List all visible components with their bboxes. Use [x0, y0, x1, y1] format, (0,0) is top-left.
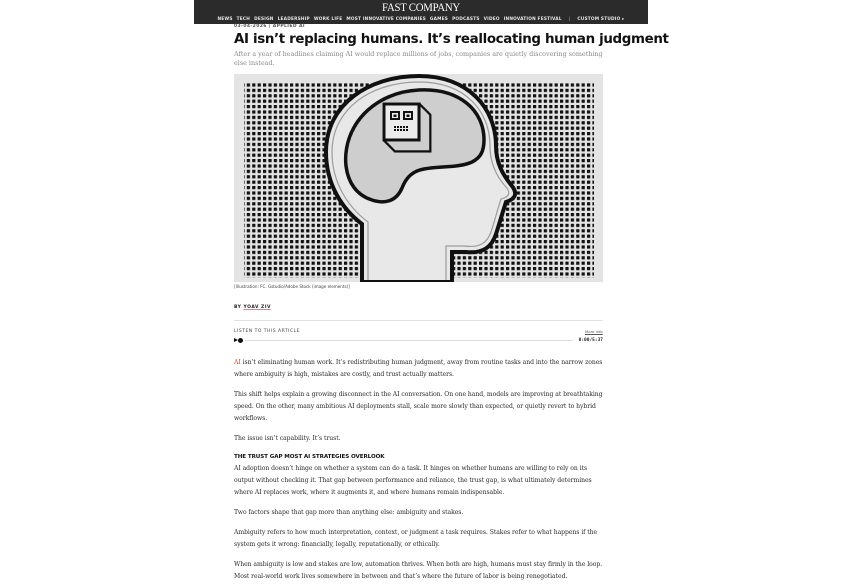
nav-item-news[interactable]: NEWS: [217, 16, 233, 22]
byline: [234, 305, 271, 310]
section-heading: THE TRUST GAP MOST AI STRATEGIES OVERLOOK: [234, 454, 385, 460]
main-nav: [194, 15, 648, 23]
fast-company-logo[interactable]: FAST COMPANY: [382, 0, 460, 14]
nav-item-innovation-festival[interactable]: INNOVATION FESTIVAL: [503, 16, 562, 22]
nav-item-podcasts[interactable]: PODCASTS: [452, 16, 480, 22]
robot-icon: [384, 104, 430, 151]
paragraph: The issue isn’t capability. It’s trust.: [234, 435, 341, 442]
paragraph: This shift helps explain a growing disconnect in the AI conversation. On one hand, models are improving at breathtaking speed. On the other, many ambitious AI deployments stall, scale more slowly than expected, or quietly revert to hybrid workflows.: [234, 391, 603, 422]
article-kicker[interactable]: 03-04-2026 | APPLIED AI: [234, 24, 305, 29]
article-body: [234, 357, 606, 584]
paragraph: Two factors shape that gap more than anything else: ambiguity and stakes.: [234, 509, 464, 516]
article-headline: AI isn’t replacing humans. It’s reallocating human judgment: [234, 32, 669, 47]
ai-topic-link[interactable]: AI: [234, 359, 241, 366]
site-header: [194, 0, 648, 24]
audio-seek-knob[interactable]: [238, 338, 243, 343]
article-dek: After a year of headlines claiming AI would replace millions of jobs, companies are quietly discovering something else instead.: [234, 50, 603, 67]
nav-item-video[interactable]: VIDEO: [483, 16, 500, 22]
byline-prefix: BY: [234, 305, 242, 310]
image-caption: [Illustration: FC. Gstudio/Adobe Stock (image elements)]: [234, 284, 350, 289]
nav-separator: |: [568, 16, 571, 22]
paragraph: AI adoption doesn’t hinge on whether a system can do a task. It hinges on whether humans are willing to rely on its output without checking it. That gap between performance and reliance, the trust gap, is what ultimately determines where AI replaces work, where it augments it, and where humans remain indispensable.: [234, 465, 592, 496]
nav-item-tech[interactable]: TECH: [236, 16, 251, 22]
paragraph: When ambiguity is low and stakes are low, automation thrives. When both are high, humans must stay firmly in the loop. Most real-world work lives somewhere in between and that’s where the future of labor is being renegotiated.: [234, 561, 603, 580]
paragraph: Ambiguity refers to how much interpretation, context, or judgment a task requires. Stakes refer to what happens if the system gets it wrong: financially, legally, reputationally, or ethically.: [234, 529, 598, 548]
audio-time: 0:00/5:37: [578, 337, 603, 343]
author-link[interactable]: YOAV ZIV: [243, 305, 271, 310]
nav-item-leadership[interactable]: LEADERSHIP: [277, 16, 310, 22]
nav-item-design[interactable]: DESIGN: [254, 16, 274, 22]
audio-player: [234, 336, 603, 344]
nav-item-games[interactable]: GAMES: [429, 16, 449, 22]
nav-item-work-life[interactable]: WORK LIFE: [313, 16, 343, 22]
hero-illustration: [234, 74, 603, 282]
audio-progress-track[interactable]: [245, 340, 573, 341]
audio-more-info-link[interactable]: More info: [585, 329, 603, 334]
nav-item-custom-studio[interactable]: CUSTOM STUDIO ▸: [577, 16, 625, 22]
head-robot-illustration: [234, 74, 603, 282]
divider: [234, 320, 603, 321]
nav-item-most-innovative-companies[interactable]: MOST INNOVATIVE COMPANIES: [346, 16, 426, 22]
listen-label: LISTEN TO THIS ARTICLE: [234, 329, 300, 334]
paragraph: AI isn’t eliminating human work. It’s redistributing human judgment, away from routine tasks and into the narrow zones where ambiguity is high, mistakes are costly, and trust actually matters.: [234, 359, 603, 378]
